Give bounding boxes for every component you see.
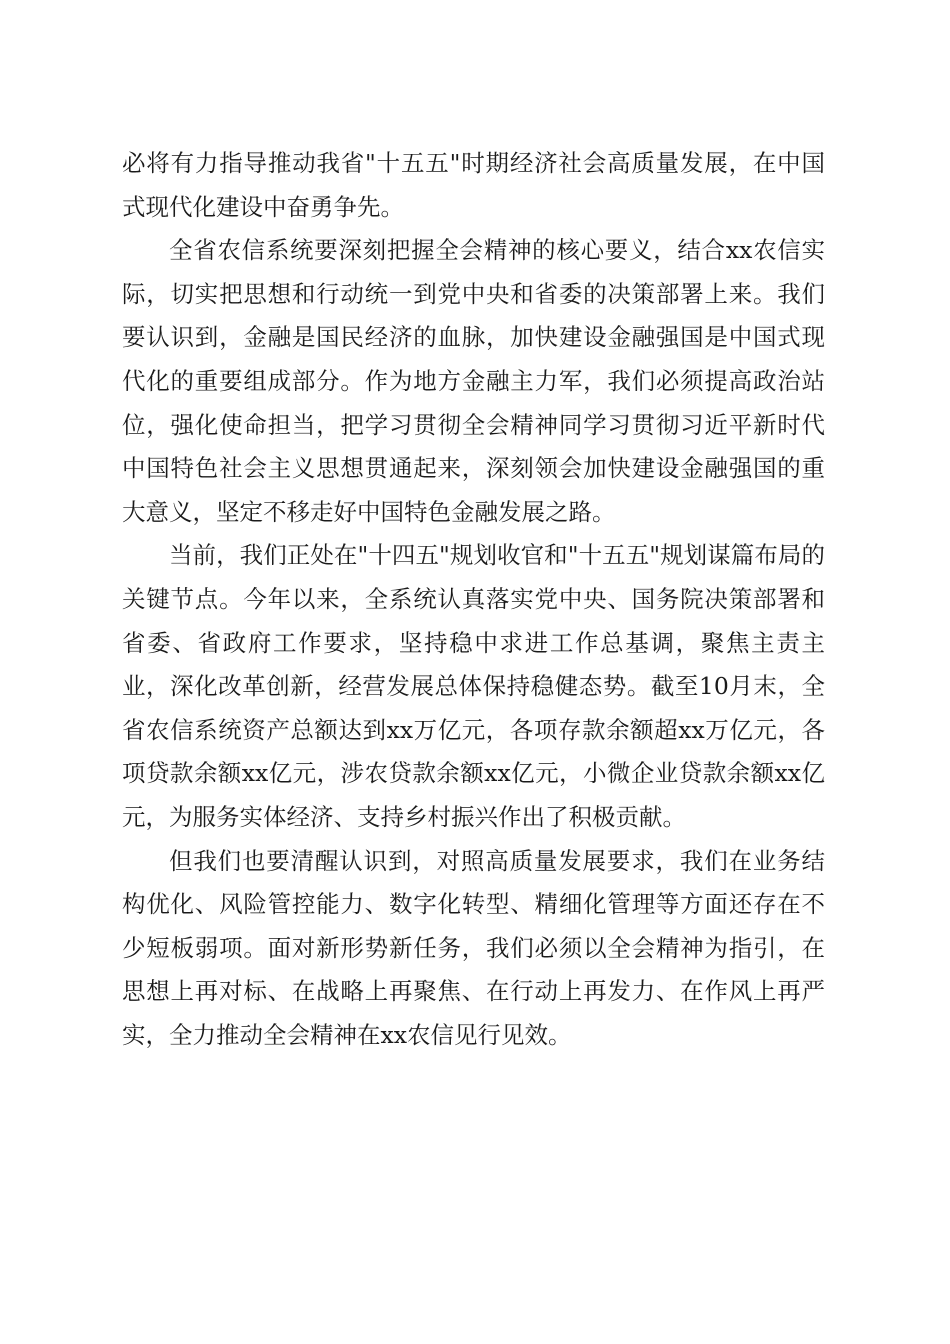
paragraph: 当前，我们正处在"十四五"规划收官和"十五五"规划谋篇布局的关键节点。今年以来，全系统认真落实党中央、国务院决策部署和省委、省政府工作要求，坚持稳中求进工作总基调，聚焦主责主业，深化改革创新，经营发展总体保持稳健态势。截至10月末，全省农信系统资产总额达到xx万亿元，各项存款余额超xx万亿元，各项贷款余额xx亿元，涉农贷款余额xx亿元，小微企业贷款余额xx亿元，为服务实体经济、支持乡村振兴作出了积极贡献。 [122, 541, 825, 831]
paragraph-continuation: 必将有力指导推动我省"十五五"时期经济社会高质量发展，在中国式现代化建设中奋勇争先。 [122, 149, 825, 221]
paragraph: 但我们也要清醒认识到，对照高质量发展要求，我们在业务结构优化、风险管控能力、数字化转型、精细化管理等方面还存在不少短板弱项。面对新形势新任务，我们必须以全会精神为指引，在思想上再对标、在战略上再聚焦、在行动上再发力、在作风上再严实，全力推动全会精神在xx农信见行见效。 [122, 846, 825, 1049]
document-body [122, 142, 825, 1057]
paragraph: 全省农信系统要深刻把握全会精神的核心要义，结合xx农信实际，切实把思想和行动统一到党中央和省委的决策部署上来。我们要认识到，金融是国民经济的血脉，加快建设金融强国是中国式现代化的重要组成部分。作为地方金融主力军，我们必须提高政治站位，强化使命担当，把学习贯彻全会精神同学习贯彻习近平新时代中国特色社会主义思想贯通起来，深刻领会加快建设金融强国的重大意义，坚定不移走好中国特色金融发展之路。 [122, 236, 825, 526]
